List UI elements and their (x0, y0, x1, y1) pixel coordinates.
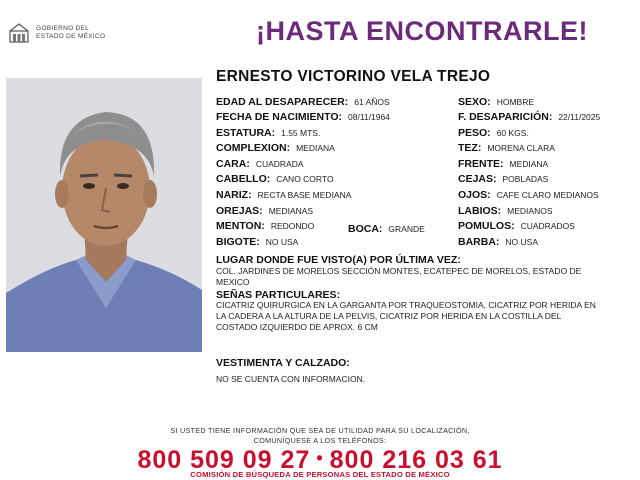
field-value: NO USA (265, 237, 299, 247)
field-ojos (458, 189, 599, 202)
field-value: REDONDO (270, 221, 315, 231)
last-seen-text: COL. JARDINES DE MORELOS SECCIÓN MONTES, ECATEPEC DE MORELOS, ESTADO DE MEXICO (216, 266, 582, 287)
bullet-separator: • (316, 448, 324, 468)
field-value: MEDIANA (296, 143, 335, 153)
field-label: SEXO: (458, 96, 491, 108)
contact-line-2: COMUNÍQUESE A LOS TELÉFONOS: (253, 436, 387, 445)
gov-line-2: ESTADO DE MÉXICO (36, 33, 106, 40)
field-value: MEDIANAS (268, 206, 314, 216)
field-value: MORENA CLARA (487, 143, 555, 153)
field-barba (458, 236, 538, 249)
field-value: 61 AÑOS (354, 97, 390, 107)
field-label: FECHA DE NACIMIENTO: (216, 111, 342, 123)
government-name (36, 25, 105, 41)
clothing-text: NO SE CUENTA CON INFORMACION. (216, 374, 366, 384)
contact-instructions (0, 426, 640, 446)
field-label: TEZ: (458, 142, 482, 154)
field-cabello (216, 173, 334, 186)
field-value: CUADRADA (255, 159, 304, 169)
portrait-photo-icon (6, 78, 202, 352)
field-value: MEDIANOS (507, 206, 553, 216)
field-label: OJOS: (458, 189, 491, 201)
headline: ¡HASTA ENCONTRARLE! (256, 16, 588, 46)
field-value: 08/11/1964 (348, 112, 390, 122)
last-seen-label: LUGAR DONDE FUE VISTO(A) POR ÚLTIMA VEZ: (216, 254, 461, 266)
field-label: CARA: (216, 158, 250, 170)
phone-number-1[interactable]: 800 509 09 27 (137, 446, 311, 474)
marks-text: CICATRIZ QUIRURGICA EN LA GARGANTA POR TRAQUEOSTOMIA, CICATRIZ POR HERIDA EN LA CADERA A LA ALTURA DE LA PELVIS, CICATRIZ POR HERIDA EN LA COSTILLA DEL COSTADO IZQUIERDO DE APROX. 6 CM (216, 300, 596, 332)
field-label: CEJAS: (458, 173, 497, 185)
field-orejas (216, 205, 313, 218)
field-nariz (216, 189, 351, 202)
field-edad (216, 96, 390, 109)
field-value: POBLADAS (502, 174, 549, 184)
field-label: OREJAS: (216, 205, 263, 217)
field-boca (348, 223, 425, 236)
field-value: CUADRADOS (520, 221, 575, 231)
field-frente (458, 158, 548, 171)
field-menton (216, 220, 314, 233)
field-label: LABIOS: (458, 205, 502, 217)
field-value: NO USA (505, 237, 539, 247)
clothing-label: VESTIMENTA Y CALZADO: (216, 357, 350, 369)
field-label: FRENTE: (458, 158, 504, 170)
field-value: GRANDE (388, 224, 425, 234)
field-value: CAFE CLARO MEDIANOS (496, 190, 599, 200)
field-value: HOMBRE (496, 97, 534, 107)
field-complexion (216, 142, 335, 155)
field-estatura (216, 127, 320, 140)
field-fecha-nacimiento (216, 111, 390, 124)
field-label: ESTATURA: (216, 127, 276, 139)
marks-label: SEÑAS PARTICULARES: (216, 289, 341, 301)
field-sexo (458, 96, 534, 109)
contact-line-1: SI USTED TIENE INFORMACIÓN QUE SEA DE UTILIDAD PARA SU LOCALIZACIÓN, (170, 426, 470, 435)
person-name: ERNESTO VICTORINO VELA TREJO (216, 68, 491, 85)
field-label: POMULOS: (458, 220, 515, 232)
field-fecha-desaparicion (458, 111, 600, 124)
state-emblem-icon (8, 22, 30, 44)
field-label: CABELLO: (216, 173, 271, 185)
field-peso (458, 127, 529, 140)
field-value: 22/11/2025 (558, 112, 601, 122)
field-label: BOCA: (348, 223, 383, 235)
missing-person-photo (6, 78, 202, 352)
field-bigote (216, 236, 298, 249)
field-label: COMPLEXION: (216, 142, 291, 154)
field-value: 60 KGS. (496, 128, 529, 138)
field-label: MENTON: (216, 220, 265, 232)
field-label: BARBA: (458, 236, 500, 248)
field-value: MEDIANA (509, 159, 549, 169)
state-government-logo (8, 22, 128, 48)
field-value: CANO CORTO (276, 174, 334, 184)
phone-number-2[interactable]: 800 216 03 61 (329, 446, 503, 474)
field-cara (216, 158, 304, 171)
field-label: NARIZ: (216, 189, 252, 201)
field-cejas (458, 173, 548, 186)
field-label: PESO: (458, 127, 491, 139)
field-tez (458, 142, 555, 155)
field-labios (458, 205, 553, 218)
search-commission-name: COMISIÓN DE BÚSQUEDA DE PERSONAS DEL ESTADO DE MÉXICO (190, 470, 450, 479)
field-value: RECTA BASE MEDIANA (257, 190, 352, 200)
field-value: 1.55 MTS. (281, 128, 321, 138)
field-label: EDAD AL DESAPARECER: (216, 96, 349, 108)
field-label: F. DESAPARICIÓN: (458, 111, 553, 123)
gov-line-1: GOBIERNO DEL (36, 25, 90, 32)
field-pomulos (458, 220, 575, 233)
field-label: BIGOTE: (216, 236, 260, 248)
